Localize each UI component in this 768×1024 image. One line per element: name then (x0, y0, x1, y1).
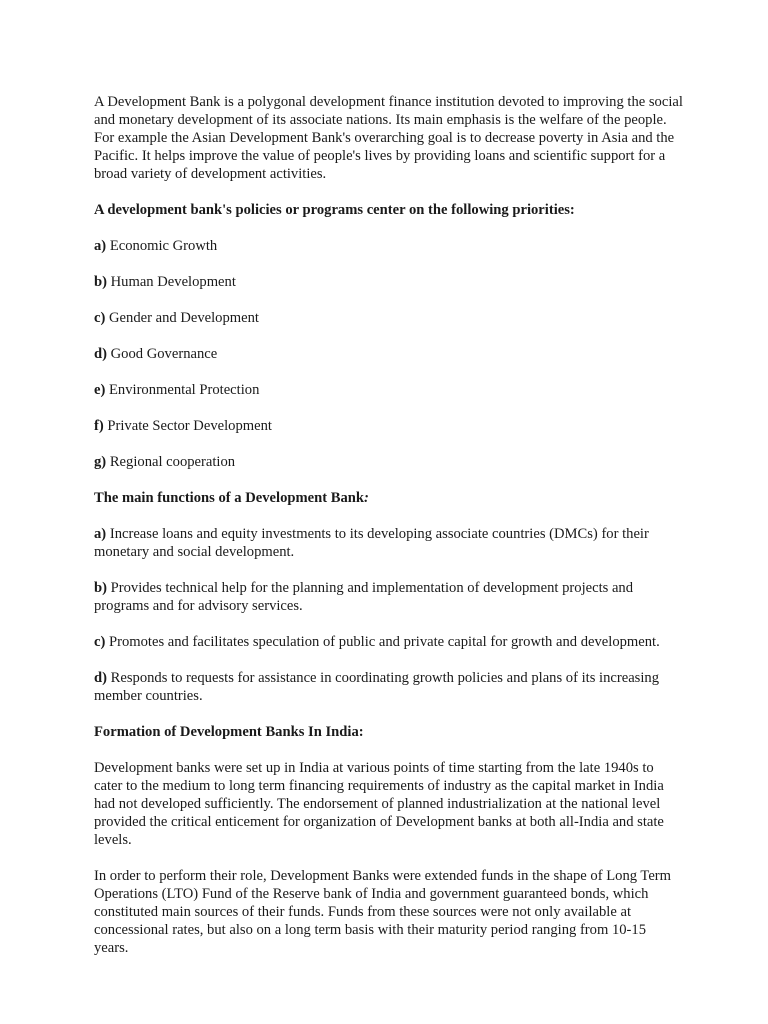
priority-item (94, 345, 684, 363)
spacer (94, 363, 684, 381)
item-text: Private Sector Development (107, 418, 272, 434)
spacer (94, 255, 684, 273)
item-letter: a) (94, 526, 107, 542)
item-letter: d) (94, 346, 107, 362)
item-letter: e) (94, 382, 106, 398)
priority-item (94, 237, 684, 255)
spacer (94, 561, 684, 579)
spacer (94, 327, 684, 345)
functions-heading-text: The main functions of a Development Bank (94, 490, 365, 506)
formation-paragraph: Development banks were set up in India at various points of time starting from the late 1940s to cater to the medium to long term financing requirements of industry as the capital market in India had not developed sufficiently. The endorsement of planned industrialization at the national level provided the critical enticement for organization of Development banks at both all-India and state levels. (94, 760, 664, 848)
item-text: Provides technical help for the planning and implementation of development projects and programs and for advisory services. (94, 580, 634, 614)
function-item (94, 579, 684, 615)
spacer (94, 471, 684, 489)
spacer (94, 651, 684, 669)
formation-heading: Formation of Development Banks In India: (94, 724, 364, 740)
priority-item (94, 417, 684, 435)
function-item (94, 633, 684, 651)
priority-item (94, 453, 684, 471)
item-letter: g) (94, 454, 107, 470)
function-item (94, 525, 684, 561)
item-letter: b) (94, 274, 107, 290)
item-letter: b) (94, 580, 107, 596)
item-letter: c) (94, 310, 106, 326)
item-text: Gender and Development (109, 310, 259, 326)
spacer (94, 399, 684, 417)
item-text: Regional cooperation (109, 454, 236, 470)
spacer (94, 183, 684, 201)
document-page (94, 93, 684, 957)
spacer (94, 849, 684, 867)
item-text: Economic Growth (109, 238, 218, 254)
spacer (94, 705, 684, 723)
spacer (94, 741, 684, 759)
priority-item (94, 273, 684, 291)
item-text: Environmental Protection (109, 382, 260, 398)
priority-item (94, 381, 684, 399)
priorities-heading: A development bank's policies or programs center on the following priorities: (94, 202, 575, 218)
spacer (94, 219, 684, 237)
item-letter: a) (94, 238, 107, 254)
item-text: Increase loans and equity investments to its developing associate countries (DMCs) for their monetary and social development. (94, 526, 649, 560)
item-text: Human Development (110, 274, 236, 290)
item-text: Good Governance (110, 346, 218, 362)
item-text: Responds to requests for assistance in coordinating growth policies and plans of its increasing member countries. (94, 670, 660, 704)
spacer (94, 291, 684, 309)
formation-paragraph: In order to perform their role, Development Banks were extended funds in the shape of Long Term Operations (LTO) Fund of the Reserve bank of India and government guaranteed bonds, which constituted main sources of their funds. Funds from these sources were not only available at concessional rates, but also on a long term basis with their maturity period ranging from 10-15 years. (94, 868, 672, 956)
item-letter: c) (94, 634, 106, 650)
spacer (94, 615, 684, 633)
intro-paragraph: A Development Bank is a polygonal development finance institution devoted to improving the social and monetary development of its associate nations. Its main emphasis is the welfare of the people. For example the Asian Development Bank's overarching goal is to decrease poverty in Asia and the Pacific. It helps improve the value of people's lives by providing loans and scientific support for a broad variety of development activities. (94, 94, 683, 182)
spacer (94, 507, 684, 525)
spacer (94, 435, 684, 453)
item-text: Promotes and facilitates speculation of public and private capital for growth and development. (109, 634, 660, 650)
functions-heading (94, 489, 684, 507)
function-item (94, 669, 684, 705)
item-letter: f) (94, 418, 104, 434)
item-letter: d) (94, 670, 107, 686)
priority-item (94, 309, 684, 327)
functions-heading-colon: : (364, 490, 369, 506)
